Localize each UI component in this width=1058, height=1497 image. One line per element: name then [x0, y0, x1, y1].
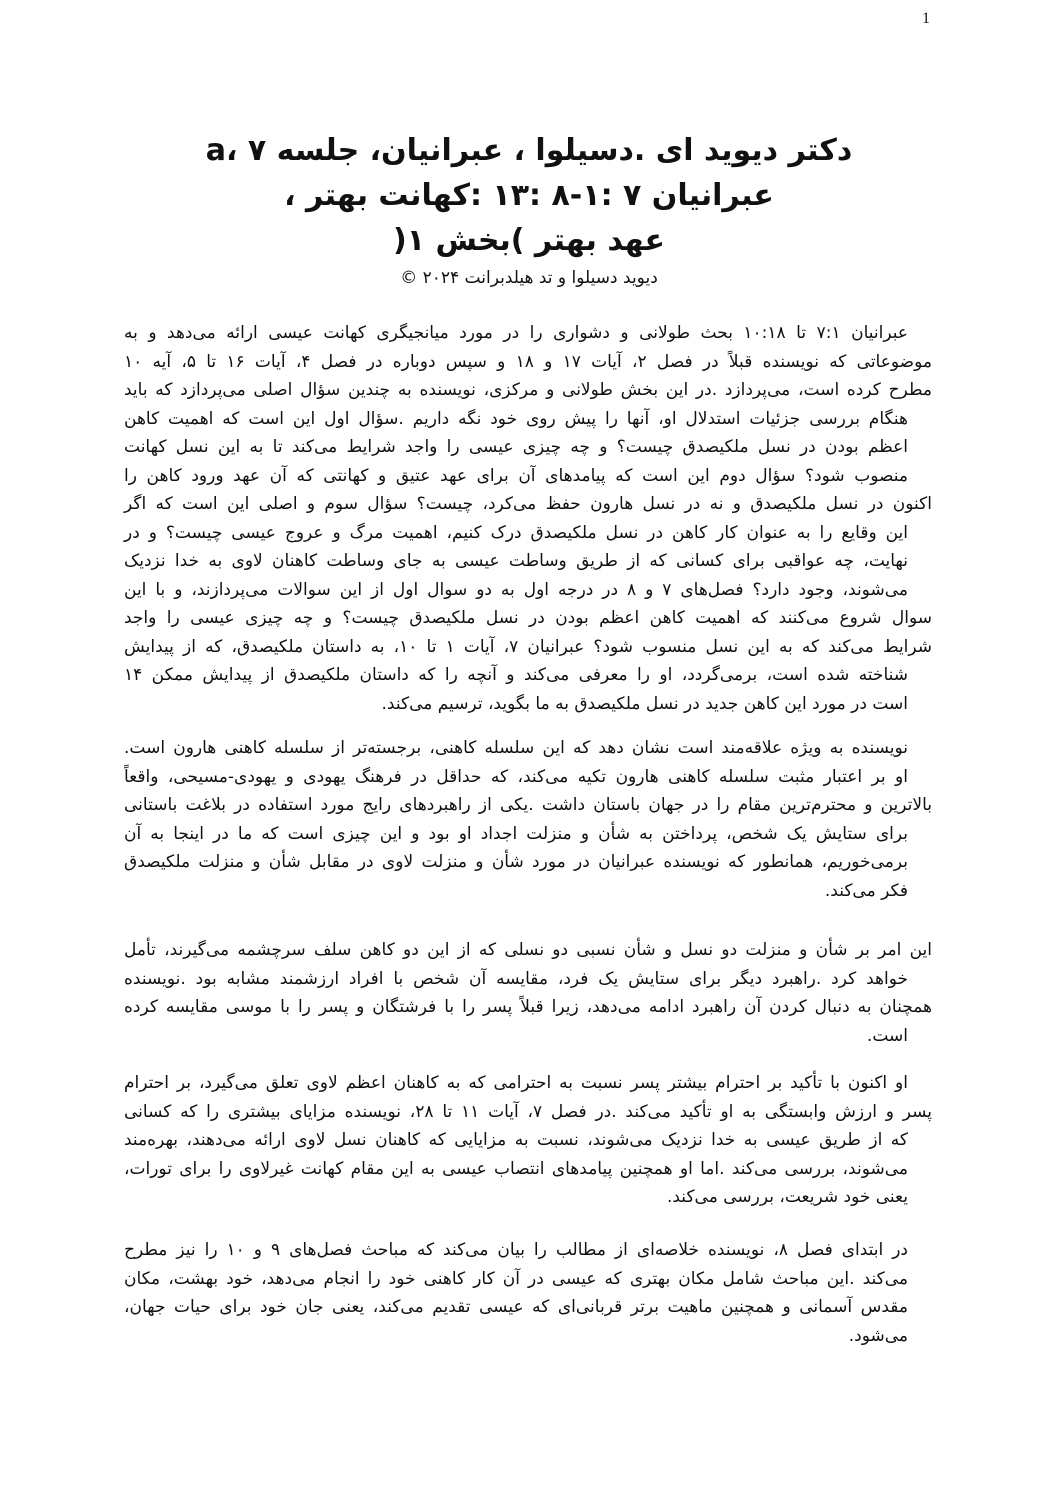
paragraph-line: است در مورد این کاهن جدید در نسل ملکیصدق به ما بگوید، ترسیم می‌کند.: [381, 693, 908, 714]
paragraph-line: سوال شروع می‌کنند که اهمیت کاهن اعظم بودن در نسل ملکیصدق چیست؟ و چه چیزی عیسی را واجد: [124, 608, 932, 628]
page-number: 1: [922, 10, 930, 27]
paragraph-line: بالاترین و محترم‌ترین مقام را در جهان باستان داشت .یکی از راهبردهای رایج مورد استفاده در بلاغت باستانی: [124, 795, 932, 815]
paragraph-line: نویسنده به ویژه علاقه‌مند است نشان دهد که این سلسله کاهنی، برجسته‌تر از سلسله کاهنی هارون است.: [124, 738, 908, 758]
paragraph-line: موضوعاتی که نویسنده قبلاً در فصل ۲، آیات ۱۷ و ۱۸ و سپس دوباره در فصل ۴، آیات ۱۶ تا ۵، آیه ۱۰: [124, 351, 932, 372]
title-line: عبرانیان ۷ :۱-۸ :۱۳ :کهانت بهتر ،: [284, 178, 774, 213]
paragraph-line: شرایط می‌کند که به این نسل منسوب شود؟ عبرانیان ۷، آیات ۱ تا ۱۰، به داستان ملکیصدق، که از پیدایش: [124, 636, 933, 657]
paragraph-line: همچنان به دنبال کردن آن راهبرد ادامه می‌دهد، زیرا قبلاً پسر را با فرشتگان و پسر را با موسی مقایسه کرده: [124, 997, 932, 1017]
paragraph-line: او بر اعتبار مثبت سلسله کاهنی هارون تکیه می‌کند، که حداقل در فرهنگ یهودی و یهودی-مسیحی، واقعاً: [124, 766, 908, 787]
copyright-line: دیوید دسیلوا و تد هیلدبرانت ۲۰۲۴ ©: [400, 268, 658, 288]
paragraph-line: اکنون در نسل ملکیصدق و نه در نسل هارون حفظ می‌کرد، چیست؟ سؤال سوم و اصلی این است که اگر: [124, 494, 932, 514]
paragraph-line: می‌کند .این مباحث شامل مکان بهتری که عیسی در آن کار کاهنی خود را انجام می‌دهد، خود بهشت، مکان: [124, 1268, 908, 1289]
paragraph-line: برمی‌خوریم، همانطور که نویسنده عبرانیان در مورد شأن و منزلت لاوی در مقابل شأن و منزلت ملکیصدق: [124, 852, 908, 872]
paragraph-line: می‌شوند، بررسی می‌کند .اما او همچنین پیامدهای انتصاب عیسی به این مقام کهانت غیرلاوی را برای تورات،: [124, 1158, 908, 1179]
paragraph-line: این امر بر شأن و منزلت دو نسل و شأن نسبی دو نسلی که از این دو کاهن سلف سرچشمه می‌گیرند، تأمل: [124, 940, 932, 960]
paragraph-line: عبرانیان ۷:۱ تا ۱۰:۱۸ بحث طولانی و دشواری را در مورد میانجیگری کهانت عیسی ارائه می‌دهد و به: [124, 323, 908, 343]
paragraph-line: مطرح کرده است، می‌پردازد .در این بخش طولانی و مرکزی، نویسنده به چندین سؤال اصلی می‌پردازد که باید: [124, 380, 932, 400]
paragraph-line: پسر و ارزش وابستگی به او تأکید می‌کند .در فصل ۷، آیات ۱۱ تا ۲۸، نویسنده مزایای بیشتری را که کسانی: [124, 1101, 933, 1122]
paragraph-line: او اکنون با تأکید بر احترام بیشتر پسر نسبت به احترامی که به کاهنان اعظم لاوی تعلق می‌گیرد، بر احترام: [124, 1073, 908, 1093]
body-paragraph: [124, 319, 932, 718]
paragraph-line: هنگام بررسی جزئیات استدلال او، آنها را پیش روی خود نگه داریم .سؤال اول این است که اهمیت کاهن: [124, 408, 908, 429]
paragraph-line: می‌شوند، وجود دارد؟ فصل‌های ۷ و ۸ در درجه اول به دو سوال اول از این سوالات می‌پردازند، و با این: [124, 579, 908, 600]
paragraph-line: این وقایع را به عنوان کار کاهن در نسل ملکیصدق درک کنیم، اهمیت مرگ و عروج عیسی چیست؟ و در: [124, 522, 908, 543]
body-paragraph: [124, 734, 932, 905]
document-title: [0, 128, 1058, 291]
paragraph-line: در ابتدای فصل ۸، نویسنده خلاصه‌ای از مطالب را بیان می‌کند که مباحث فصل‌های ۹ و ۱۰ را نیز مطرح: [124, 1240, 908, 1260]
paragraph-line: یعنی خود شریعت، بررسی می‌کند.: [666, 1187, 908, 1207]
paragraph-line: می‌شود.: [848, 1325, 908, 1346]
paragraph-line: منصوب شود؟ سؤال دوم این است که پیامدهای آن برای عهد عتیق و کهانتی که آن عهد ورود کاهن را: [124, 465, 908, 486]
title-line: عهد بهتر )بخش ۱(: [393, 223, 665, 258]
paragraph-line: اعظم بودن در نسل ملکیصدق چیست؟ و چه چیزی عیسی را واجد شرایط می‌کند تا به این نسل کهانت: [124, 437, 908, 457]
paragraph-line: شناخته شده است، برمی‌گردد، او را معرفی می‌کند و آنچه را که داستان ملکیصدق از پیدایش ممکن ۱۴: [124, 665, 908, 685]
paragraph-line: مقدس آسمانی و همچنین ماهیت برتر قربانی‌ای که عیسی تقدیم می‌کند، یعنی جان خود برای حیات جهان،: [124, 1297, 908, 1317]
paragraph-line: نهایت، چه عواقبی برای کسانی که از طریق وساطت عیسی به جای وساطت کاهنان لاوی به خدا نزدیک: [124, 551, 908, 571]
body-paragraph: [124, 1236, 932, 1350]
body-paragraph: [124, 936, 932, 1050]
paragraph-line: است.: [866, 1025, 908, 1046]
paragraph-line: برای ستایش یک شخص، پرداختن به شأن و منزلت اجداد او بود و این چیزی است که ما در اینجا به آن: [124, 823, 908, 844]
title-line: دکتر دیوید ای .دسیلوا ، عبرانیان، جلسه ۷ ،a: [205, 133, 853, 168]
body-paragraph: [124, 1069, 932, 1212]
paragraph-line: که از طریق عیسی به خدا نزدیک می‌شوند، نسبت به مزایایی که کاهنان نسل لاوی ارائه می‌دهند، بهره‌مند: [124, 1130, 908, 1150]
paragraph-line: فکر می‌کند.: [824, 880, 908, 901]
paragraph-line: خواهد کرد .راهبرد دیگر برای ستایش یک فرد، مقایسه آن شخص با افراد ارزشمند مشابه بود .نویسنده: [124, 968, 908, 989]
